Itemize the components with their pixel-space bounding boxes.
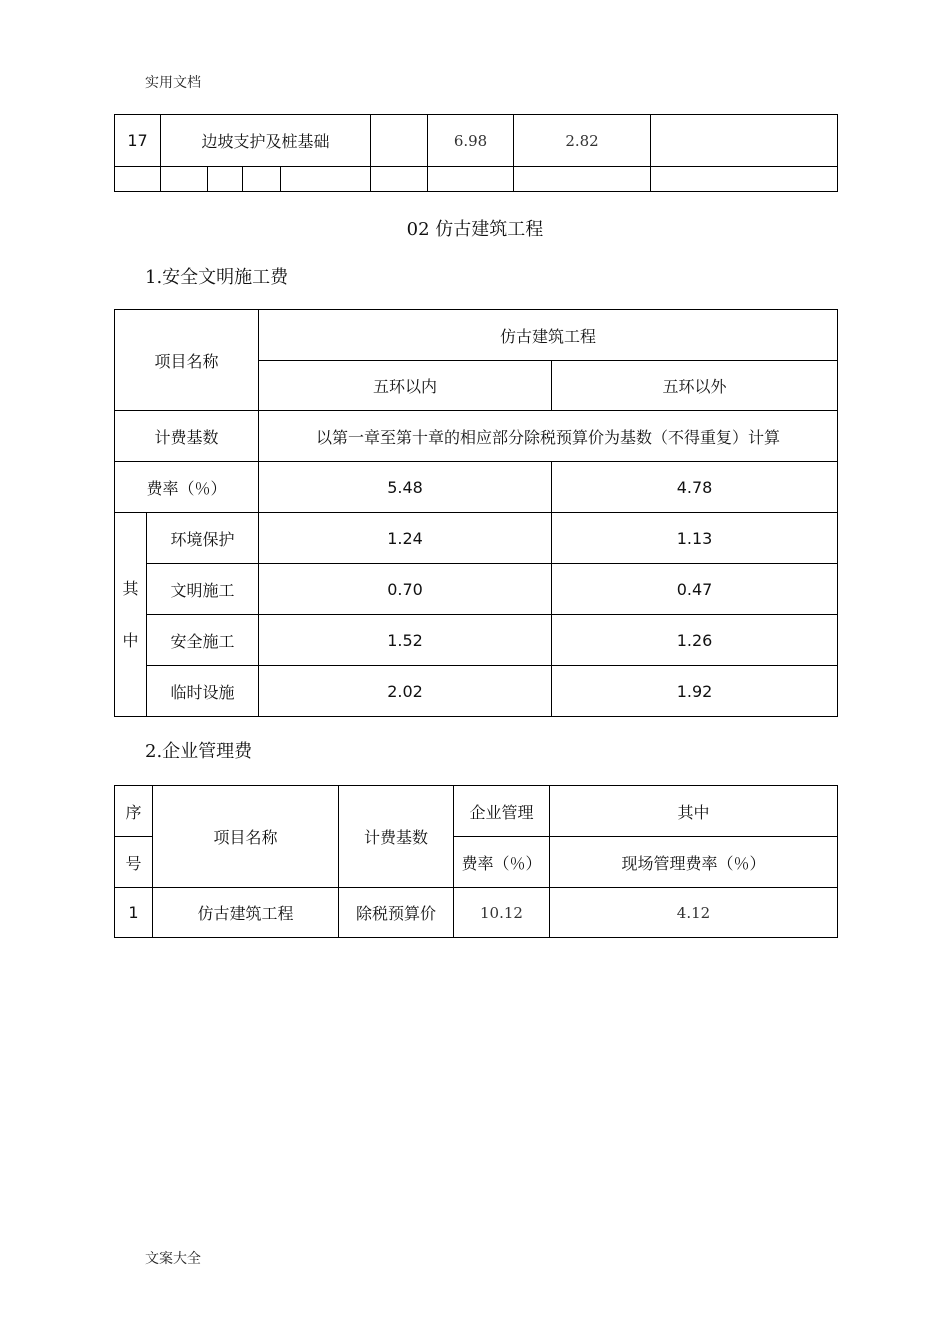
among-label bbox=[115, 513, 147, 717]
among-header: 其中 bbox=[550, 786, 838, 837]
row-number: 17 bbox=[115, 115, 161, 167]
sub-row-outer: 0.47 bbox=[552, 564, 838, 615]
subsection-title-management: 2.企业管理费 bbox=[145, 741, 253, 762]
row-value-1: 6.98 bbox=[428, 115, 514, 167]
site-rate-header: 现场管理费率（％） bbox=[550, 837, 838, 888]
sub-row-outer: 1.92 bbox=[552, 666, 838, 717]
row-rate: 10.12 bbox=[454, 888, 550, 938]
item-name-header: 项目名称 bbox=[115, 310, 259, 411]
base-header: 计费基数 bbox=[339, 786, 454, 888]
sub-row-inner: 0.70 bbox=[259, 564, 552, 615]
base-label: 计费基数 bbox=[115, 411, 259, 462]
seq-header-char: 序 bbox=[115, 786, 153, 837]
subsection-title-safety: 1.安全文明施工费 bbox=[145, 267, 289, 288]
row-seq: 1 bbox=[115, 888, 153, 938]
page-header: 实用文档 bbox=[145, 75, 201, 91]
rate-label: 费率（％） bbox=[115, 462, 259, 513]
table-row bbox=[115, 115, 838, 167]
rate-header-line1: 企业管理 bbox=[454, 786, 550, 837]
among-char: 中 bbox=[122, 630, 139, 650]
safety-fee-table bbox=[114, 309, 838, 717]
among-char: 其 bbox=[122, 578, 139, 598]
row-blank-cell bbox=[371, 115, 428, 167]
col-header-outer: 五环以外 bbox=[552, 361, 838, 411]
sub-row-label: 文明施工 bbox=[147, 564, 259, 615]
row-name: 边坡支护及桩基础 bbox=[161, 115, 371, 167]
row-base: 除税预算价 bbox=[339, 888, 454, 938]
table-row bbox=[115, 462, 838, 513]
row-name: 仿古建筑工程 bbox=[153, 888, 339, 938]
col-header-inner: 五环以内 bbox=[259, 361, 552, 411]
page-footer: 文案大全 bbox=[145, 1251, 201, 1267]
sub-row-inner: 2.02 bbox=[259, 666, 552, 717]
sub-row-inner: 1.52 bbox=[259, 615, 552, 666]
table-row bbox=[115, 888, 838, 938]
row-last-cell bbox=[651, 115, 838, 167]
table-row bbox=[115, 666, 838, 717]
rate-header-line2: 费率（％） bbox=[454, 837, 550, 888]
sub-row-label: 环境保护 bbox=[147, 513, 259, 564]
table-row bbox=[115, 564, 838, 615]
rate-outer: 4.78 bbox=[552, 462, 838, 513]
previous-table bbox=[114, 114, 838, 192]
base-value: 以第一章至第十章的相应部分除税预算价为基数（不得重复）计算 bbox=[259, 411, 838, 462]
sub-row-inner: 1.24 bbox=[259, 513, 552, 564]
sub-row-label: 安全施工 bbox=[147, 615, 259, 666]
rate-inner: 5.48 bbox=[259, 462, 552, 513]
management-fee-table bbox=[114, 785, 838, 938]
sub-row-label: 临时设施 bbox=[147, 666, 259, 717]
table-row bbox=[115, 615, 838, 666]
name-header: 项目名称 bbox=[153, 786, 339, 888]
row-site-rate: 4.12 bbox=[550, 888, 838, 938]
section-title: 02 仿古建筑工程 bbox=[406, 219, 544, 240]
sub-row-outer: 1.13 bbox=[552, 513, 838, 564]
table-row bbox=[115, 411, 838, 462]
row-value-2: 2.82 bbox=[514, 115, 651, 167]
table-row bbox=[115, 513, 838, 564]
table-row-empty bbox=[115, 167, 838, 192]
seq-header-char: 号 bbox=[115, 837, 153, 888]
group-header: 仿古建筑工程 bbox=[259, 310, 838, 361]
sub-row-outer: 1.26 bbox=[552, 615, 838, 666]
